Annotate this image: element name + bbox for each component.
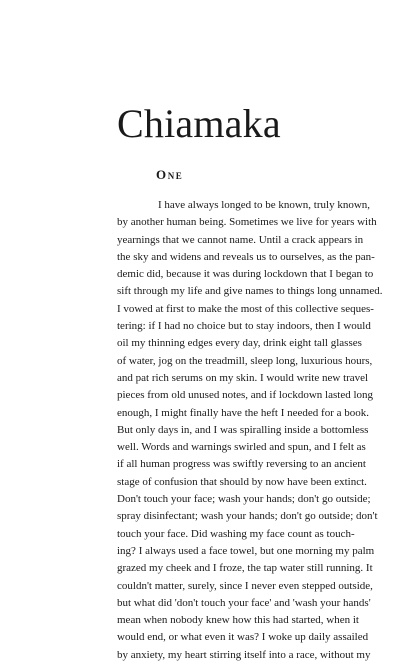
text-line: and pat rich serums on my skin. I would write new travel	[117, 371, 369, 384]
text-line: ing? I always used a face towel, but one morning my palm	[117, 544, 375, 557]
text-line: would end, or what even it was? I woke up daily assailed	[117, 631, 369, 644]
body-text	[117, 197, 383, 664]
text-line: if all human progress was swiftly reversing to an ancient	[117, 458, 366, 471]
text-line: mean when nobody knew how this had started, when it	[117, 614, 359, 627]
text-line: sift through my life and give names to things long unnamed.	[117, 285, 383, 298]
chapter-title: Chiamaka	[117, 101, 281, 146]
text-line: well. Words and warnings swirled and spun, and I felt as	[117, 441, 366, 454]
section-heading: One	[156, 167, 184, 182]
text-line: of water, jog on the treadmill, sleep long, luxurious hours,	[117, 354, 373, 367]
text-line: stage of confusion that should by now have been extinct.	[117, 475, 367, 488]
text-line: but what did 'don't touch your face' and 'wash your hands'	[117, 596, 371, 609]
text-line: by another human being. Sometimes we live for years with	[117, 216, 377, 229]
text-line: enough, I might finally have the heft I needed for a book.	[117, 406, 370, 419]
text-line: I have always longed to be known, truly known,	[158, 199, 371, 211]
text-line: by anxiety, my heart stirring itself into a race, without my	[117, 648, 371, 661]
text-line: Don't touch your face; wash your hands; don't go outside;	[117, 493, 371, 506]
text-line: demic did, because it was during lockdown that I began to	[117, 268, 374, 281]
text-line: spray disinfectant; wash your hands; don't go outside; don't	[117, 510, 378, 523]
text-line: oil my thinning edges every day, drink eight tall glasses	[117, 337, 362, 350]
text-line: grazed my cheek and I froze, the tap water still running. It	[117, 562, 373, 575]
text-line: I vowed at first to make the most of this collective seques-	[117, 302, 374, 315]
text-line: But only days in, and I was spiralling inside a bottomless	[117, 423, 369, 436]
text-line: touch your face. Did washing my face count as touch-	[117, 527, 355, 540]
text-line: pieces from old unused notes, and if lockdown lasted long	[117, 389, 374, 402]
text-line: yearnings that we cannot name. Until a crack appears in	[117, 233, 364, 246]
text-line: the sky and widens and reveals us to ourselves, as the pan-	[117, 250, 375, 263]
text-line: tering: if I had no choice but to stay indoors, then I would	[117, 320, 371, 333]
text-line: couldn't matter, surely, since I never even stepped outside,	[117, 579, 373, 592]
